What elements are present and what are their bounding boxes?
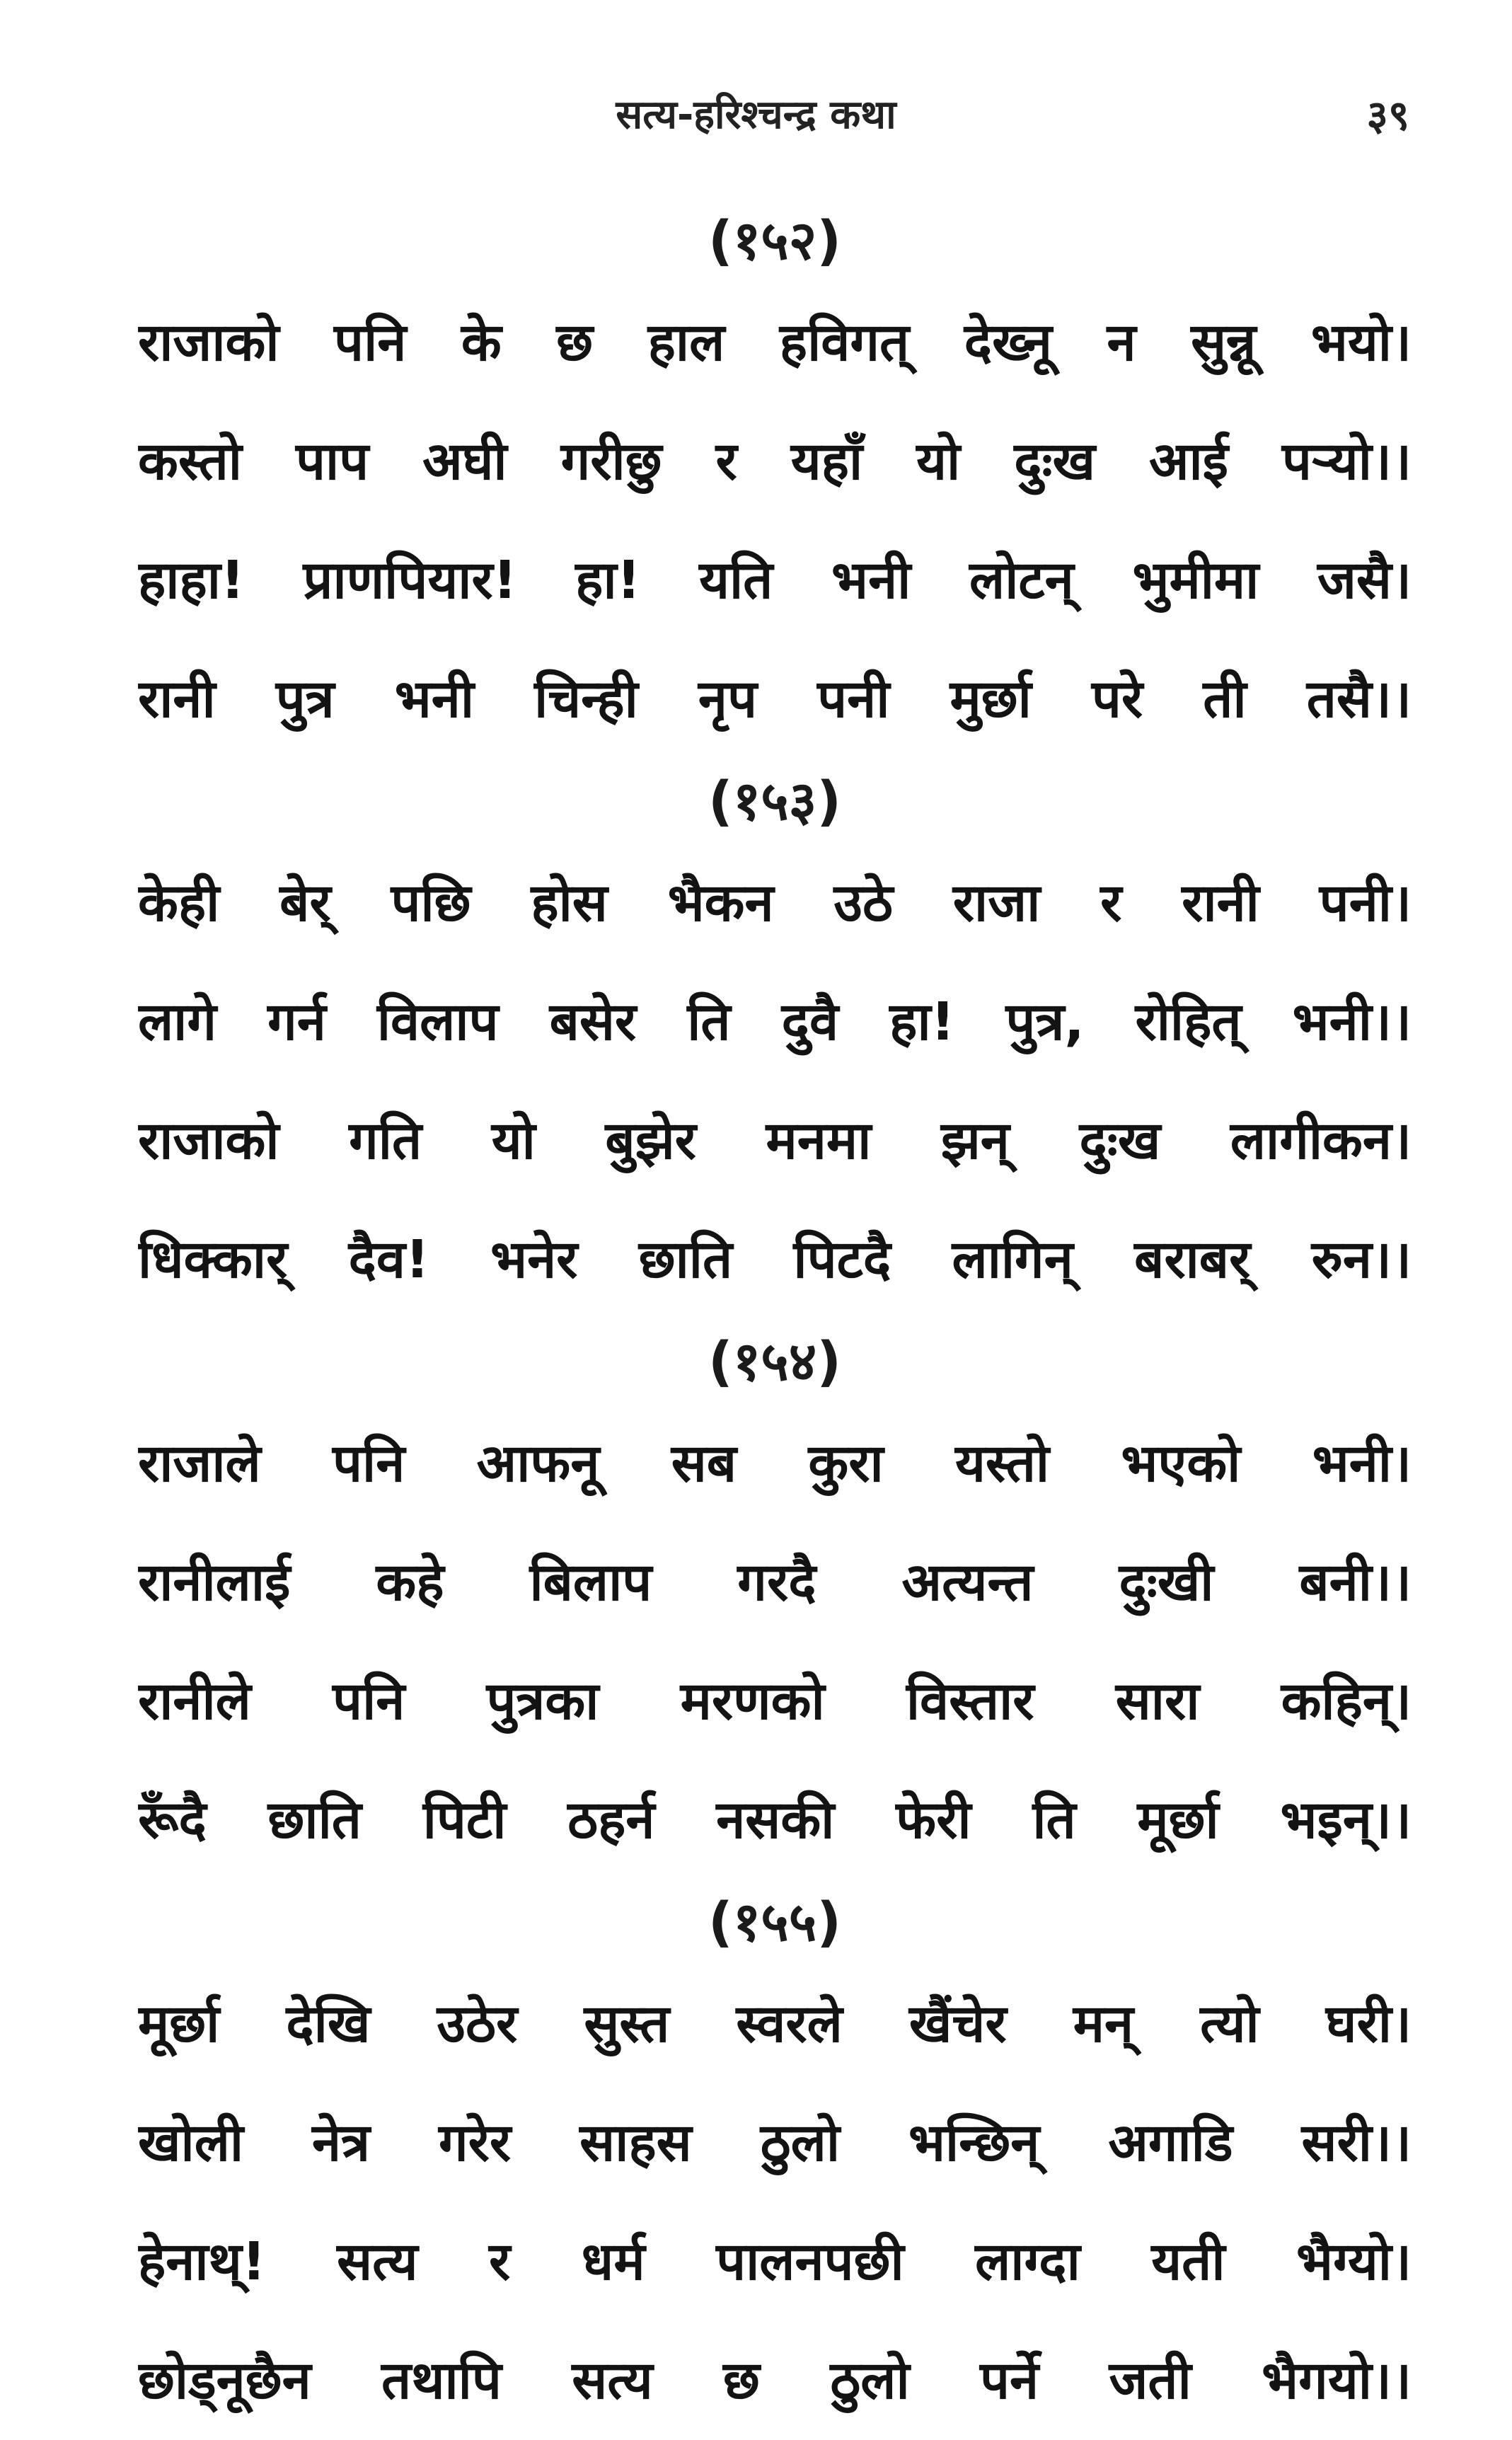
running-title: सत्य-हरिश्चन्द्र कथा [616, 92, 896, 138]
verse-line: मूर्छा देखि उठेर सुस्त स्वरले खैंचेर मन् त्यो घरी। [138, 1993, 1412, 2054]
poem-body [138, 198, 1412, 2440]
stanza-number: (१५५) [708, 1890, 842, 1953]
stanza-155 [138, 1880, 1412, 2440]
verse-line: रानी पुत्र भनी चिन्ही नृप पनी मुर्छा परे ती तसै।। [138, 669, 1412, 730]
stanza-153 [138, 759, 1412, 1319]
verse-line: खोली नेत्र गरेर साहस ठुलो भन्छिन् अगाडि सरी।। [138, 2112, 1412, 2173]
verse-line: केही बेर् पछि होस भैकन उठे राजा र रानी पनी। [138, 873, 1412, 933]
verse-line: राजाको गति यो बुझेर मनमा झन् दुःख लागीकन। [138, 1110, 1412, 1171]
stanza-number: (१५४) [708, 1330, 842, 1393]
verse-line: लागे गर्न विलाप बसेर ति दुवै हा! पुत्र, रोहित् भनी।। [138, 991, 1412, 1052]
stanza-154 [138, 1319, 1412, 1880]
page-number: ३९ [1366, 91, 1409, 139]
running-header [0, 84, 1512, 147]
stanza-number: (१५२) [708, 209, 842, 272]
verse-line: राजाको पनि के छ हाल हविगत् देख्नू न सुन्नू भयो। [138, 312, 1412, 373]
verse-line: राजाले पनि आफनू सब कुरा यस्तो भएको भनी। [138, 1433, 1412, 1494]
verse-line: कस्तो पाप अघी गरीछु र यहाँ यो दुःख आई पऱ्यो।। [138, 431, 1412, 492]
stanza-number: (१५३) [708, 769, 842, 832]
verse-line: रूँदै छाति पिटी ठहर्न नसकी फेरी ति मूर्छा भइन्।। [138, 1790, 1412, 1851]
verse-line: हेनाथ्! सत्य र धर्म पालनपछी लाग्दा यती भैग्यो। [138, 2231, 1412, 2292]
verse-line: छोड्नूछैन तथापि सत्य छ ठुलो पर्ने जती भैगयो।। [138, 2350, 1412, 2411]
verse-line: हाहा! प्राणपियार! हा! यति भनी लोटन् भुमीमा जसै। [138, 550, 1412, 611]
verse-line: धिक्कार् दैव! भनेर छाति पिटदै लागिन् बराबर् रुन।। [138, 1229, 1412, 1290]
verse-line: रानीले पनि पुत्रका मरणको विस्तार सारा कहिन्। [138, 1671, 1412, 1732]
stanza-152 [138, 198, 1412, 759]
verse-line: रानीलाई कहे बिलाप गरदै अत्यन्त दुःखी बनी।। [138, 1552, 1412, 1613]
